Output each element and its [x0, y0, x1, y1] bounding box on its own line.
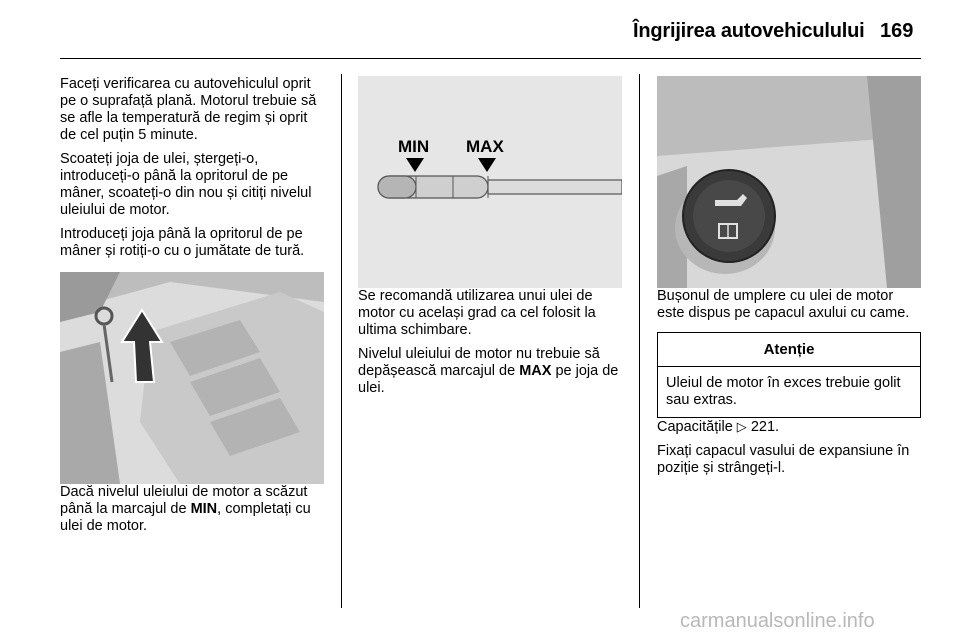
header-rule: [60, 58, 921, 59]
paragraph-capacities: Capacitățile ▷ 221.: [657, 419, 780, 435]
page-reference-arrow-icon[interactable]: ▷: [736, 419, 747, 434]
page-reference-link[interactable]: 221.: [750, 419, 780, 435]
engine-dipstick-photo: [60, 272, 324, 484]
paragraph-add-oil: Dacă nivelul uleiului de motor a scăzut până la marcajul de MIN, completați cu ulei de motor.: [60, 484, 311, 534]
watermark: carmanualsonline.info: [680, 610, 875, 632]
paragraph-remove-dipstick: Scoateți joja de ulei, ștergeți-o, introduceți-o până la opritorul de pe mâner, scoateți-o din nou și citiți nivelul uleiului de motor.: [60, 151, 312, 218]
column-2: [358, 76, 622, 404]
max-mark-label: MAX: [519, 363, 552, 379]
paragraph-check-conditions: Faceți verificarea cu autovehiculul oprit pe o suprafață plană. Motorul trebuie să se afle la temperatură de regim și oprit de cel puțin 5 minute.: [60, 76, 317, 143]
paragraph-insert-dipstick: Introduceți joja până la opritorul de pe mâner și rotiți-o cu o jumătate de tură.: [60, 226, 305, 259]
paragraph-max-level: Nivelul uleiului de motor nu trebuie să depășească marcajul de MAX pe joja de ulei.: [358, 346, 619, 396]
column-divider-2: [639, 74, 640, 608]
page-number: 169: [880, 20, 914, 42]
column-divider-1: [341, 74, 342, 608]
column-1: [60, 76, 324, 542]
oil-filler-cap-photo: [657, 76, 921, 288]
notice-box: [657, 332, 921, 418]
min-mark-label: MIN: [190, 501, 218, 517]
paragraph-expansion-cap: Fixați capacul vasului de expansiune în poziție și strângeți-l.: [657, 443, 910, 476]
dipstick-min-label: MIN: [398, 137, 430, 156]
paragraph-oil-grade: Se recomandă utilizarea unui ulei de motor cu același grad ca cel folosit la ultima schimbare.: [358, 288, 596, 338]
paragraph-filler-cap: Bușonul de umplere cu ulei de motor este dispus pe capacul axului cu came.: [657, 288, 910, 321]
page-header-title: Îngrijirea autovehiculului: [633, 20, 865, 42]
dipstick-max-label: MAX: [466, 137, 504, 156]
dipstick-illustration: [358, 76, 622, 288]
notice-title: Atenție: [658, 333, 920, 367]
column-3: [657, 76, 921, 484]
notice-body: Uleiul de motor în exces trebuie golit sau extras.: [666, 375, 901, 408]
